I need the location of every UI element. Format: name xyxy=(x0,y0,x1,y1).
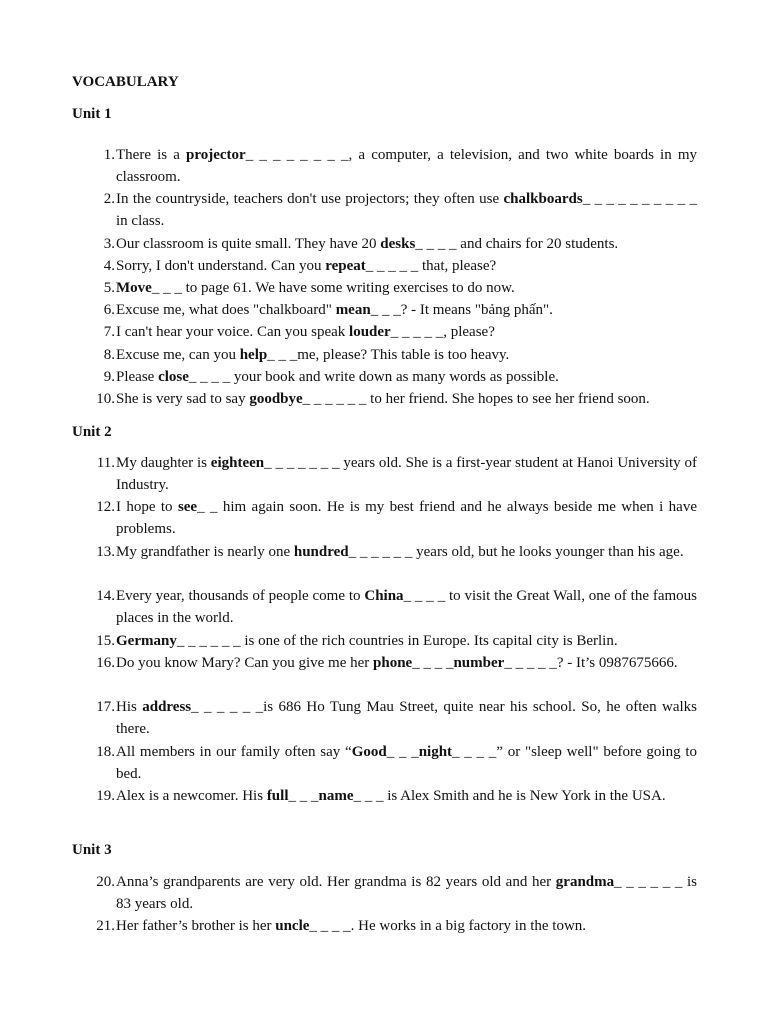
item-number: 8. xyxy=(103,347,115,363)
vocab-word: eighteen xyxy=(210,455,265,471)
item-text: Please close_ _ _ _ your book and write down as many words as possible. xyxy=(116,369,559,385)
vocab-word: name xyxy=(318,788,354,804)
item-text: In the countryside, teachers don't use projectors; they often use chalkboards_ _ _ _ _ _ _ _ _ _ in class. xyxy=(116,191,697,230)
item-text: Her father’s brother is her uncle_ _ _ _. He works in a big factory in the town. xyxy=(116,918,587,934)
vocab-word: goodbye xyxy=(249,391,303,407)
item-text: Do you know Mary? Can you give me her phone_ _ _ _number_ _ _ _ _? - It’s 0987675666. xyxy=(116,655,678,671)
item-text: Every year, thousands of people come to China_ _ _ _ to visit the Great Wall, one of the famous places in the world. xyxy=(116,588,697,627)
document-title: VOCABULARY xyxy=(72,74,179,90)
item-number: 4. xyxy=(103,258,115,274)
unit-heading-3: Unit 3 xyxy=(72,842,112,858)
list-item xyxy=(72,299,697,321)
item-number: 17. xyxy=(96,699,115,715)
item-text: Germany_ _ _ _ _ _ is one of the rich countries in Europe. Its capital city is Berlin. xyxy=(116,633,618,649)
list-item xyxy=(72,366,697,388)
list-item xyxy=(72,144,697,189)
vocab-word: desks xyxy=(380,236,416,252)
vocab-word: help xyxy=(239,347,268,363)
vocab-word: number xyxy=(453,655,505,671)
item-text: I hope to see_ _ him again soon. He is my best friend and he always beside me when i have problems. xyxy=(116,499,697,538)
vocab-word: repeat xyxy=(325,258,366,274)
vocab-word: phone xyxy=(373,655,413,671)
item-number: 1. xyxy=(103,147,115,163)
item-number: 5. xyxy=(103,280,115,296)
vocab-word: address xyxy=(142,699,192,715)
item-number: 11. xyxy=(96,455,115,471)
unit-heading-2: Unit 2 xyxy=(72,424,112,440)
item-number: 7. xyxy=(103,324,115,340)
item-text: Move_ _ _ to page 61. We have some writing exercises to do now. xyxy=(116,280,515,296)
list-item xyxy=(72,388,697,410)
vocab-word: mean xyxy=(335,302,371,318)
item-number: 19. xyxy=(96,788,115,804)
list-item xyxy=(72,496,697,541)
list-item xyxy=(72,652,697,674)
item-text: I can't hear your voice. Can you speak louder_ _ _ _ _, please? xyxy=(116,324,495,340)
vocab-word: China xyxy=(364,588,404,604)
item-number: 21. xyxy=(96,918,115,934)
list-item xyxy=(72,321,697,343)
vocab-word: night xyxy=(418,744,453,760)
list-item xyxy=(72,585,697,630)
list-item xyxy=(72,871,697,916)
item-text: Anna’s grandparents are very old. Her grandma is 82 years old and her grandma_ _ _ _ _ _ is 83 years old. xyxy=(116,874,697,913)
list-item xyxy=(72,915,697,937)
item-number: 13. xyxy=(96,544,115,560)
item-number: 10. xyxy=(96,391,115,407)
item-number: 18. xyxy=(96,744,115,760)
vocab-word: full xyxy=(266,788,289,804)
item-text: Sorry, I don't understand. Can you repeat_ _ _ _ _ that, please? xyxy=(116,258,497,274)
item-text: Alex is a newcomer. His full_ _ _name_ _ _ is Alex Smith and he is New York in the USA. xyxy=(116,788,666,804)
vocab-word: Good xyxy=(351,744,387,760)
item-text: Our classroom is quite small. They have 20 desks_ _ _ _ and chairs for 20 students. xyxy=(116,236,619,252)
item-number: 3. xyxy=(103,236,115,252)
vocab-word: Move xyxy=(116,280,152,296)
item-text: Excuse me, what does "chalkboard" mean_ _ _? - It means "bảng phấn". xyxy=(116,302,553,318)
vocab-word: chalkboards xyxy=(503,191,583,207)
list-item xyxy=(72,277,697,299)
item-number: 2. xyxy=(103,191,115,207)
list-item xyxy=(72,541,697,563)
list-item xyxy=(72,785,697,807)
item-text: All members in our family often say “Good_ _ _night_ _ _ _” or "sleep well" before going to bed. xyxy=(116,744,697,783)
item-number: 15. xyxy=(96,633,115,649)
vocab-word: projector xyxy=(186,147,246,163)
item-text: My daughter is eighteen_ _ _ _ _ _ _ years old. She is a first-year student at Hanoi University of Industry. xyxy=(116,455,697,494)
item-text: She is very sad to say goodbye_ _ _ _ _ _ to her friend. She hopes to see her friend soon. xyxy=(116,391,650,407)
item-number: 6. xyxy=(103,302,115,318)
list-item xyxy=(72,255,697,277)
list-item xyxy=(72,233,697,255)
item-text: Excuse me, can you help_ _ _me, please? This table is too heavy. xyxy=(116,347,510,363)
list-item xyxy=(72,630,697,652)
item-text: There is a projector_ _ _ _ _ _ _ _, a computer, a television, and two white boards in my classroom. xyxy=(116,147,697,186)
vocab-word: Germany xyxy=(116,633,177,649)
vocab-word: hundred xyxy=(293,544,349,560)
unit-heading-1: Unit 1 xyxy=(72,106,112,122)
item-number: 20. xyxy=(96,874,115,890)
list-item xyxy=(72,741,697,786)
item-number: 16. xyxy=(96,655,115,671)
vocab-word: see xyxy=(177,499,198,515)
list-item xyxy=(72,452,697,497)
item-number: 9. xyxy=(103,369,115,385)
vocab-word: louder xyxy=(349,324,391,340)
item-number: 12. xyxy=(96,499,115,515)
list-item xyxy=(72,188,697,233)
item-text: His address_ _ _ _ _ _is 686 Ho Tung Mau Street, quite near his school. So, he often walks there. xyxy=(116,699,697,738)
vocab-word: close xyxy=(158,369,189,385)
item-text: My grandfather is nearly one hundred_ _ _ _ _ _ years old, but he looks younger than his age. xyxy=(116,544,684,560)
list-item xyxy=(72,344,697,366)
list-item xyxy=(72,696,697,741)
vocab-word: uncle xyxy=(275,918,310,934)
vocab-word: grandma xyxy=(555,874,615,890)
item-number: 14. xyxy=(96,588,115,604)
